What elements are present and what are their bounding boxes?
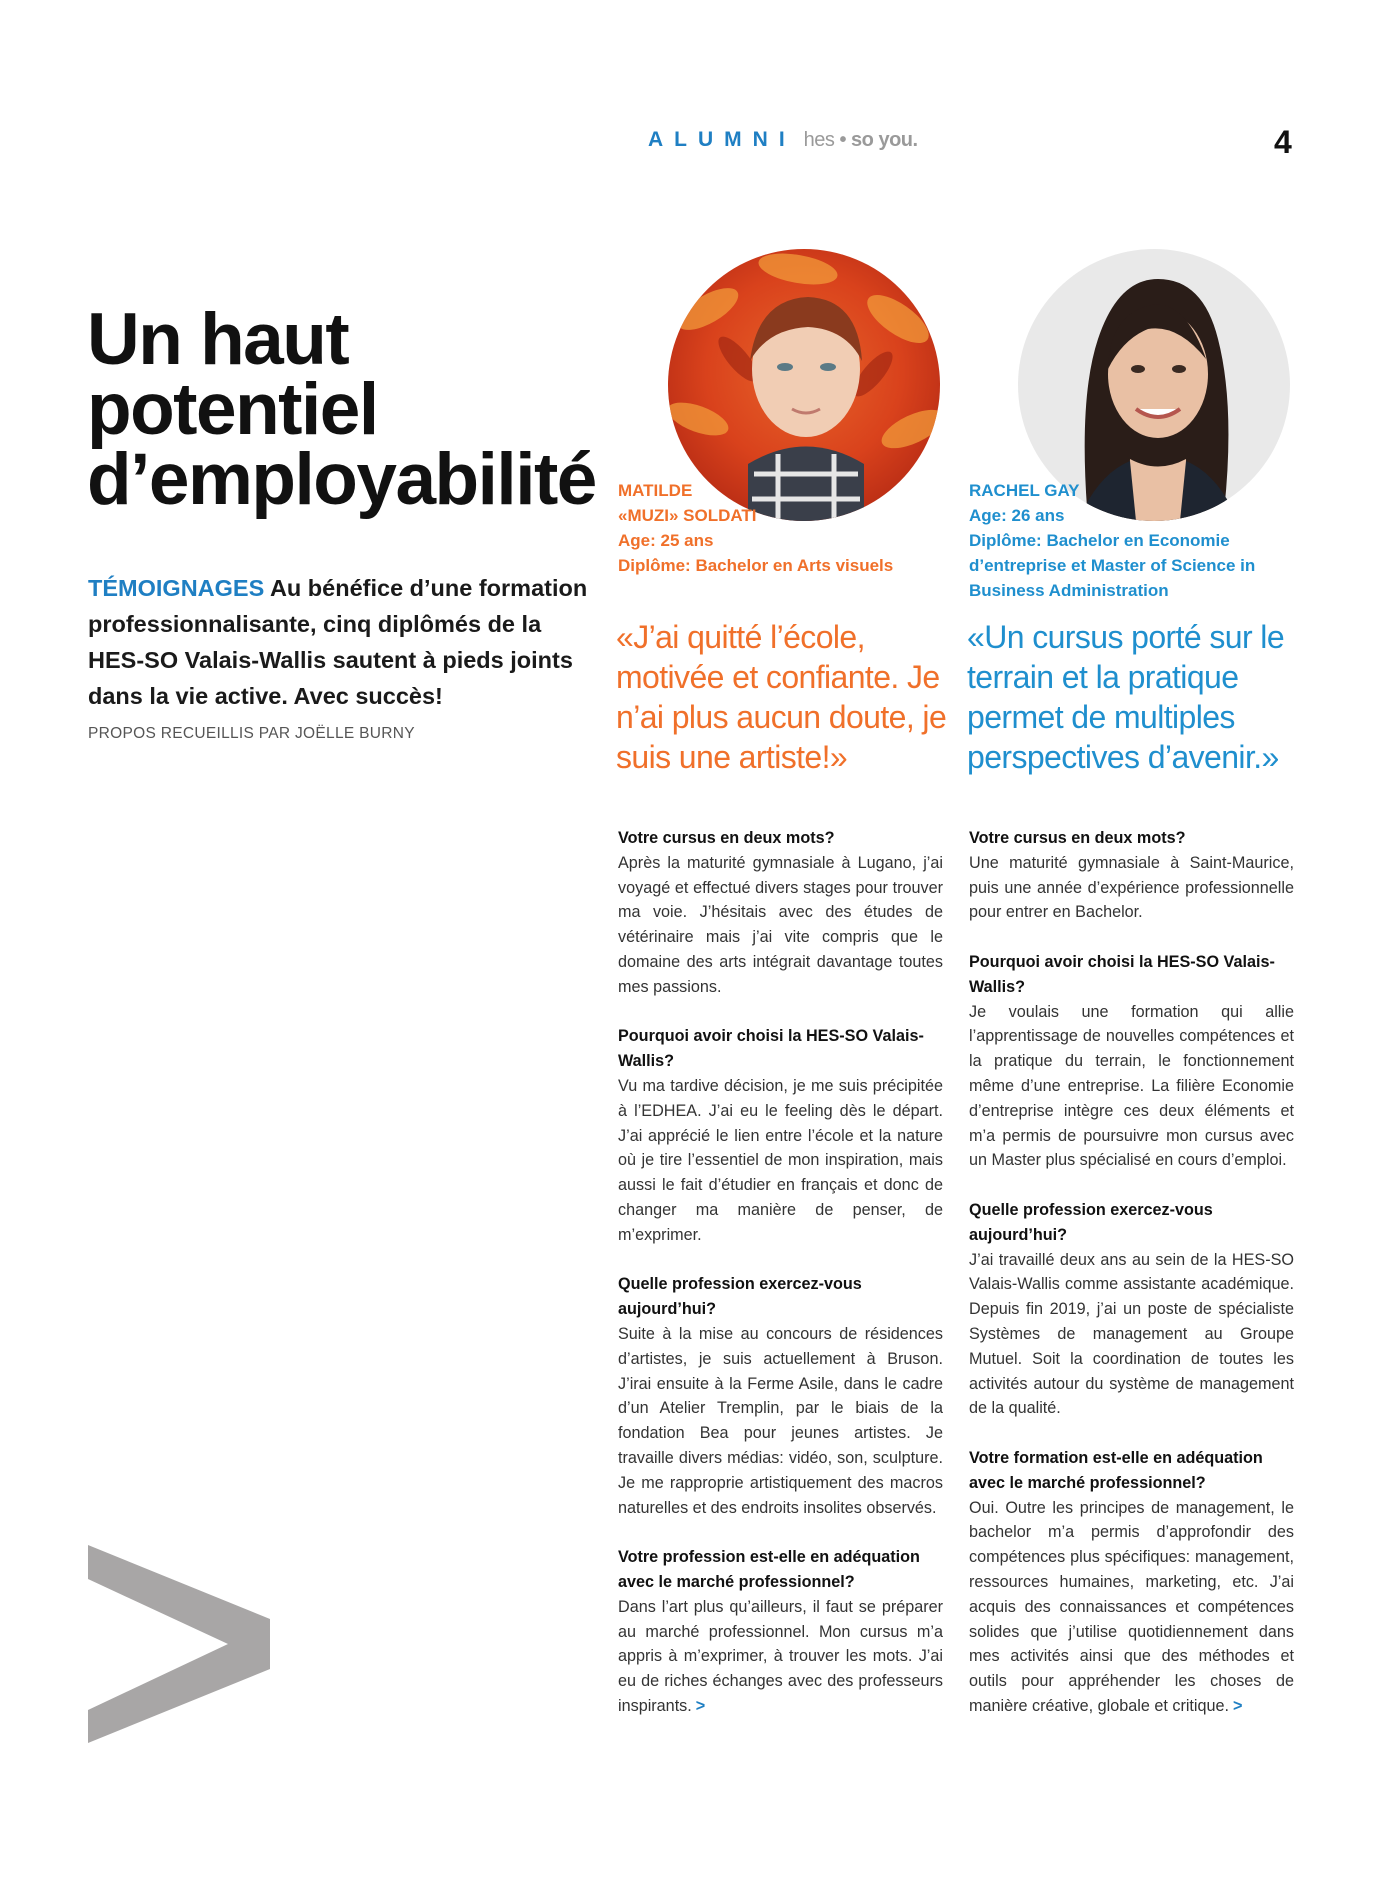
question: Quelle profession exercez-vous aujourd’hui?: [618, 1275, 862, 1319]
qa-block: [969, 1198, 1294, 1421]
article-intro: [88, 570, 598, 714]
profile-info-rachel: [969, 478, 1299, 603]
answer: Après la maturité gymnasiale à Lugano, j’ai voyagé et effectué divers stages pour trouver ma voie. J’hésitais avec des études de vétérinaire mais j’ai vite compris que le domaine des arts intégrait davantage toutes mes passions.: [618, 853, 943, 996]
answer: Une maturité gymnasiale à Saint-Maurice, puis une année d’expérience professionnelle pour entrer en Bachelor.: [969, 853, 1294, 922]
question: Quelle profession exercez-vous aujourd’hui?: [969, 1200, 1213, 1244]
tagline-so-you: so you.: [851, 129, 918, 151]
answer: Suite à la mise au concours de résidences d’artistes, je suis actuellement à Bruson. J’irai ensuite à la Ferme Asile, dans le cadre d’un Atelier Tremplin, par le biais de la fondation Bea pour jeunes artistes. Je travaille divers médias: vidéo, son, sculpture. Je me rapproprie artistiquement des macros naturelles et des endroits insolites observés.: [618, 1324, 943, 1517]
qa-block: [969, 1446, 1294, 1719]
qa-block: [618, 826, 943, 1000]
qa-block: [618, 1545, 943, 1719]
pull-quote-matilde: «J’ai quitté l’école, motivée et confiante. Je n’ai plus aucun doute, je suis une artiste!»: [616, 619, 947, 775]
chevron-right-icon: [88, 1545, 274, 1745]
interview-rachel: [969, 826, 1294, 1743]
profile-name: MATILDE: [618, 481, 693, 500]
answer: [969, 1496, 1294, 1719]
qa-block: [969, 950, 1294, 1173]
interview-matilde: [618, 826, 943, 1743]
intro-text: Au bénéfice d’une formation professionnalisante, cinq diplômés de la HES-SO Valais-Wallis sautent à pieds joints dans la vie active. Avec succès!: [88, 575, 588, 709]
answer-text: Dans l’art plus qu’ailleurs, il faut se préparer au marché professionnel. Mon cursus m’a appris à m’exprimer, à trouver les mots. J’ai eu de riches échanges avec des professeurs inspirants.: [618, 1597, 943, 1715]
profile-name: RACHEL GAY: [969, 481, 1080, 500]
answer-text: Oui. Outre les principes de management, le bachelor m’a permis d’approfondir des compétences plus spécifiques: management, ressources humaines, marketing, etc. J’ai acquis des connaissances et compétences solides que j’utilise quotidiennement dans mes activités ainsi que des méthodes et outils pour appréhender les choses de manière créative, globale et critique.: [969, 1498, 1294, 1715]
question: Votre cursus en deux mots?: [618, 829, 835, 847]
question: Pourquoi avoir choisi la HES-SO Valais-Wallis?: [969, 952, 1275, 996]
profile-nickname: «MUZI» SOLDATI: [618, 506, 757, 525]
question: Votre cursus en deux mots?: [969, 829, 1186, 847]
question: Votre profession est-elle en adéquation avec le marché professionnel?: [618, 1548, 920, 1591]
answer: [618, 1595, 943, 1719]
byline: PROPOS RECUEILLIS PAR JOËLLE BURNY: [88, 725, 415, 742]
tagline-dot: •: [839, 129, 846, 151]
profile-age: Age: 25 ans: [618, 531, 714, 550]
tagline: [804, 129, 918, 152]
continue-arrow-icon: >: [695, 1696, 706, 1715]
continue-arrow-icon: >: [1233, 1696, 1243, 1715]
qa-block: [618, 1272, 943, 1520]
profile-info-matilde: [618, 478, 948, 578]
answer: Je voulais une formation qui allie l’apprentissage de nouvelles compétences et la pratique du terrain, le fonctionnement même d’une entreprise. La filière Economie d’entreprise intègre ces deux éléments et m’a permis de poursuivre mon cursus avec un Master plus spécialisé en cours d’emploi.: [969, 1002, 1294, 1170]
question: Votre formation est-elle en adéquation avec le marché professionnel?: [969, 1448, 1263, 1492]
article-title: Un haut potentiel d’employabilité: [87, 299, 596, 520]
page-number: 4: [1274, 124, 1292, 160]
answer: J’ai travaillé deux ans au sein de la HES-SO Valais-Wallis comme assistante académique. Depuis fin 2019, j’ai un poste de spécialiste Systèmes de management au Groupe Mutuel. Soit la coordination de toutes les activités autour du système de management de la qualité.: [969, 1250, 1294, 1418]
pull-quote-rachel: «Un cursus porté sur le terrain et la pratique permet de multiples perspectives d’avenir.»: [967, 619, 1285, 775]
answer: Vu ma tardive décision, je me suis précipitée à l’EDHEA. J’ai eu le feeling dès le départ. J’ai apprécié le lien entre l’école et la nature où je tire l’essentiel de mon inspiration, mais aussi le fait d’étudier en français et donc de changer ma manière de penser, de m’exprimer.: [618, 1076, 943, 1244]
tagline-hes: hes: [803, 129, 835, 151]
profile-diploma: Diplôme: Bachelor en Arts visuels: [618, 556, 894, 575]
running-header: [648, 128, 918, 152]
qa-block: [969, 826, 1294, 925]
qa-block: [618, 1024, 943, 1247]
intro-kicker: TÉMOIGNAGES: [88, 575, 265, 601]
profile-age: Age: 26 ans: [969, 506, 1065, 525]
question: Pourquoi avoir choisi la HES-SO Valais-Wallis?: [618, 1027, 924, 1071]
profile-diploma: Diplôme: Bachelor en Economie d’entreprise et Master of Science in Business Administration: [969, 531, 1256, 600]
section-label: ALUMNI: [648, 128, 796, 151]
